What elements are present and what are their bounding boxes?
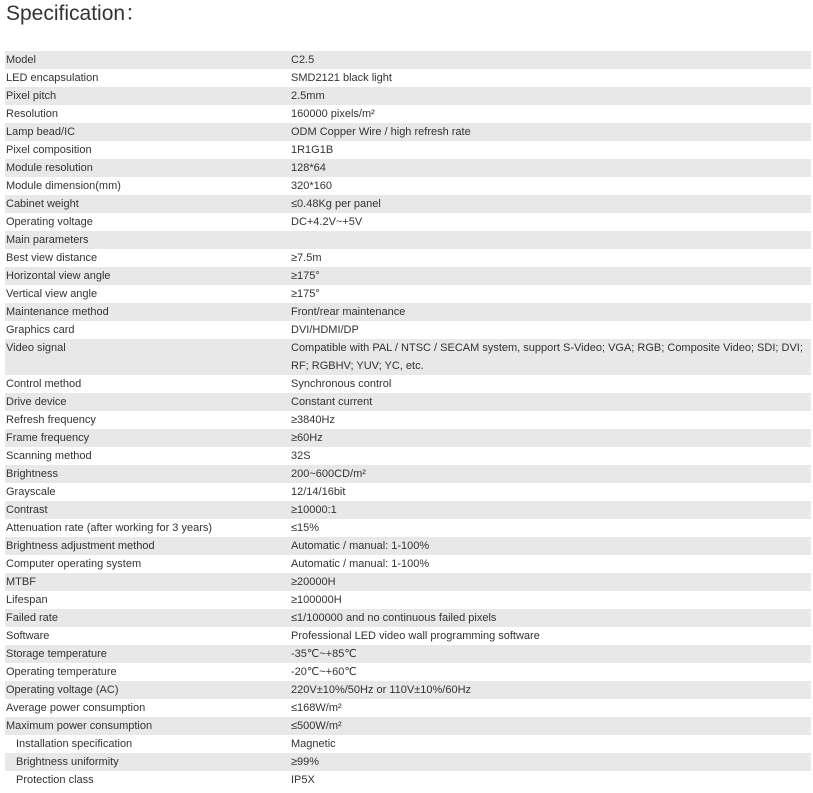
spec-label: Protection class xyxy=(5,771,290,789)
spec-label: Graphics card xyxy=(5,321,290,339)
spec-label: Drive device xyxy=(5,393,290,411)
table-row xyxy=(5,303,811,321)
spec-value: ≤15% xyxy=(290,519,811,537)
table-row xyxy=(5,681,811,699)
table-row xyxy=(5,429,811,447)
spec-label: Lifespan xyxy=(5,591,290,609)
spec-label: Lamp bead/IC xyxy=(5,123,290,141)
spec-value: SMD2121 black light xyxy=(290,69,811,87)
spec-table-body xyxy=(5,51,811,789)
table-row xyxy=(5,465,811,483)
spec-label: Scanning method xyxy=(5,447,290,465)
table-row xyxy=(5,645,811,663)
spec-label: Computer operating system xyxy=(5,555,290,573)
spec-value: 160000 pixels/m² xyxy=(290,105,811,123)
table-row xyxy=(5,609,811,627)
spec-value xyxy=(290,231,811,249)
spec-value: 220V±10%/50Hz or 110V±10%/60Hz xyxy=(290,681,811,699)
table-row xyxy=(5,69,811,87)
table-row xyxy=(5,483,811,501)
table-row xyxy=(5,699,811,717)
table-row xyxy=(5,195,811,213)
spec-value: 1R1G1B xyxy=(290,141,811,159)
spec-value: -35℃~+85℃ xyxy=(290,645,811,663)
spec-value: Compatible with PAL / NTSC / SECAM system, support S-Video; VGA; RGB; Composite Video; SDI; DVI; RF; RGBHV; YUV; YC, etc. xyxy=(290,339,811,375)
spec-label: Software xyxy=(5,627,290,645)
spec-value: DC+4.2V~+5V xyxy=(290,213,811,231)
table-row xyxy=(5,717,811,735)
table-row xyxy=(5,285,811,303)
spec-value: Magnetic xyxy=(290,735,811,753)
table-row xyxy=(5,375,811,393)
spec-value: ≥3840Hz xyxy=(290,411,811,429)
spec-label: Vertical view angle xyxy=(5,285,290,303)
spec-value: ≥7.5m xyxy=(290,249,811,267)
spec-value: ODM Copper Wire / high refresh rate xyxy=(290,123,811,141)
spec-value: 2.5mm xyxy=(290,87,811,105)
spec-label: Brightness adjustment method xyxy=(5,537,290,555)
spec-label: Contrast xyxy=(5,501,290,519)
table-row xyxy=(5,321,811,339)
table-row xyxy=(5,735,811,753)
table-row xyxy=(5,555,811,573)
page-title: Specification： xyxy=(6,2,147,25)
spec-value: Front/rear maintenance xyxy=(290,303,811,321)
spec-value: ≤0.48Kg per panel xyxy=(290,195,811,213)
spec-label: Maximum power consumption xyxy=(5,717,290,735)
spec-label: Storage temperature xyxy=(5,645,290,663)
spec-value: ≤1/100000 and no continuous failed pixels xyxy=(290,609,811,627)
table-row xyxy=(5,501,811,519)
table-row xyxy=(5,591,811,609)
spec-value: ≤168W/m² xyxy=(290,699,811,717)
table-row xyxy=(5,177,811,195)
spec-value: 12/14/16bit xyxy=(290,483,811,501)
spec-label: Operating voltage xyxy=(5,213,290,231)
spec-label: Pixel pitch xyxy=(5,87,290,105)
spec-value: Professional LED video wall programming software xyxy=(290,627,811,645)
spec-label: Best view distance xyxy=(5,249,290,267)
table-row xyxy=(5,51,811,69)
spec-label: Maintenance method xyxy=(5,303,290,321)
spec-label: Pixel composition xyxy=(5,141,290,159)
spec-value: ≥60Hz xyxy=(290,429,811,447)
spec-value: ≥10000:1 xyxy=(290,501,811,519)
spec-value: Automatic / manual: 1-100% xyxy=(290,537,811,555)
table-row xyxy=(5,87,811,105)
table-row xyxy=(5,771,811,789)
spec-value: -20℃~+60℃ xyxy=(290,663,811,681)
spec-label: Refresh frequency xyxy=(5,411,290,429)
table-row xyxy=(5,141,811,159)
table-row xyxy=(5,573,811,591)
spec-value: 320*160 xyxy=(290,177,811,195)
table-row xyxy=(5,249,811,267)
spec-value: Automatic / manual: 1-100% xyxy=(290,555,811,573)
table-row xyxy=(5,411,811,429)
spec-label: Failed rate xyxy=(5,609,290,627)
spec-label: Module resolution xyxy=(5,159,290,177)
spec-value: C2.5 xyxy=(290,51,811,69)
spec-label: Operating temperature xyxy=(5,663,290,681)
spec-value: DVI/HDMI/DP xyxy=(290,321,811,339)
table-row xyxy=(5,267,811,285)
spec-label: Operating voltage (AC) xyxy=(5,681,290,699)
spec-value: ≥100000H xyxy=(290,591,811,609)
table-row xyxy=(5,159,811,177)
spec-label: Cabinet weight xyxy=(5,195,290,213)
spec-value: Synchronous control xyxy=(290,375,811,393)
spec-value: 32S xyxy=(290,447,811,465)
table-row xyxy=(5,663,811,681)
table-row xyxy=(5,393,811,411)
spec-label: MTBF xyxy=(5,573,290,591)
spec-value: ≤500W/m² xyxy=(290,717,811,735)
table-row xyxy=(5,753,811,771)
table-row xyxy=(5,537,811,555)
spec-label: Model xyxy=(5,51,290,69)
spec-label: Attenuation rate (after working for 3 years) xyxy=(5,519,290,537)
table-row xyxy=(5,123,811,141)
table-row xyxy=(5,447,811,465)
spec-label: Average power consumption xyxy=(5,699,290,717)
spec-value: ≥99% xyxy=(290,753,811,771)
spec-label: LED encapsulation xyxy=(5,69,290,87)
spec-label: Brightness uniformity xyxy=(5,753,290,771)
spec-label: Installation specification xyxy=(5,735,290,753)
spec-label: Grayscale xyxy=(5,483,290,501)
spec-value: Constant current xyxy=(290,393,811,411)
table-row xyxy=(5,519,811,537)
spec-value: ≥20000H xyxy=(290,573,811,591)
table-row xyxy=(5,105,811,123)
spec-value: 200~600CD/m² xyxy=(290,465,811,483)
spec-label: Module dimension(mm) xyxy=(5,177,290,195)
spec-label: Control method xyxy=(5,375,290,393)
spec-value: ≥175° xyxy=(290,267,811,285)
spec-label: Frame frequency xyxy=(5,429,290,447)
table-row xyxy=(5,213,811,231)
spec-label: Main parameters xyxy=(5,231,290,249)
spec-value: IP5X xyxy=(290,771,811,789)
spec-value: ≥175° xyxy=(290,285,811,303)
table-row xyxy=(5,627,811,645)
spec-label: Resolution xyxy=(5,105,290,123)
spec-label: Video signal xyxy=(5,339,290,375)
spec-label: Brightness xyxy=(5,465,290,483)
spec-table xyxy=(5,51,811,789)
table-row xyxy=(5,231,811,249)
spec-label: Horizontal view angle xyxy=(5,267,290,285)
spec-value: 128*64 xyxy=(290,159,811,177)
table-row xyxy=(5,339,811,375)
